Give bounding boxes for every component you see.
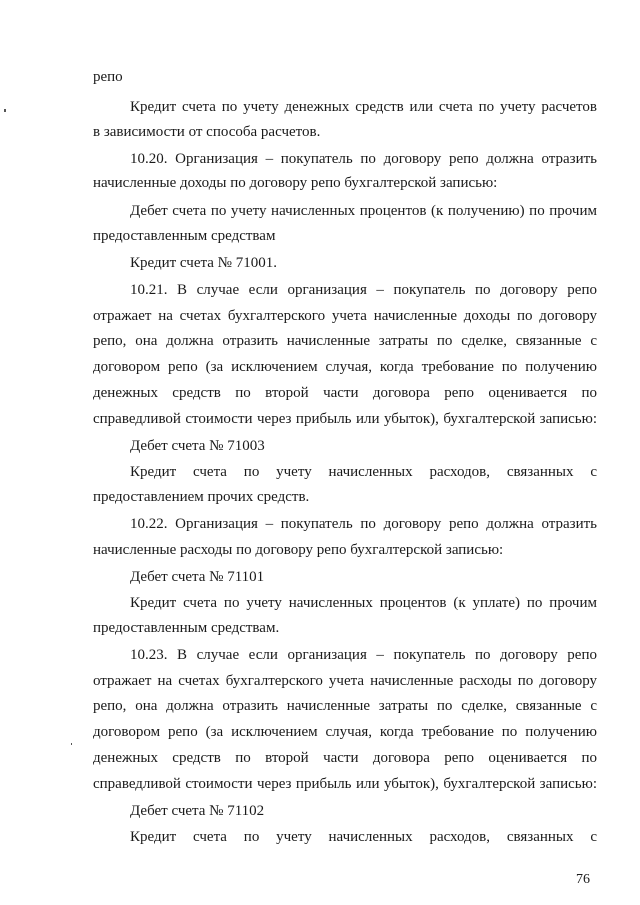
text-line: Дебет счета № 71003 <box>130 438 265 454</box>
text-line: в зависимости от способа расчетов. <box>93 124 321 140</box>
text-line: Дебет счета № 71102 <box>130 803 265 819</box>
text-line: репо, она должна отразить начисленные затраты по сделке, связанные с <box>93 333 597 349</box>
text-line: Кредит счета № 71001. <box>130 255 277 271</box>
text-line: денежных средств по второй части договора репо оценивается по <box>93 750 597 766</box>
text-line: репо <box>93 69 123 85</box>
text-line: Кредит счета по учету денежных средств или счета по учету расчетов <box>130 99 597 115</box>
text-line: 10.23. В случае если организация – покупатель по договору репо <box>130 647 597 663</box>
text-line: Дебет счета по учету начисленных процентов (к получению) по прочим <box>130 203 597 219</box>
text-line: договором репо (за исключением случая, когда требование по получению <box>93 359 597 375</box>
text-line: репо, она должна отразить начисленные затраты по сделке, связанные с <box>93 698 597 714</box>
text-line: предоставленным средствам <box>93 228 276 244</box>
text-line: договором репо (за исключением случая, когда требование по получению <box>93 724 597 740</box>
text-line: 10.21. В случае если организация – покупатель по договору репо <box>130 282 597 298</box>
text-line: справедливой стоимости через прибыль или убыток), бухгалтерской записью: <box>93 776 597 792</box>
text-line: 10.20. Организация – покупатель по договору репо должна отразить <box>130 151 597 167</box>
text-line: начисленные расходы по договору репо бухгалтерской записью: <box>93 542 504 558</box>
scan-speck <box>4 109 6 112</box>
scan-speck <box>71 743 72 745</box>
text-line: 10.22. Организация – покупатель по договору репо должна отразить <box>130 516 597 532</box>
text-line: начисленные доходы по договору репо бухгалтерской записью: <box>93 175 498 191</box>
text-line: отражает на счетах бухгалтерского учета начисленные доходы по договору <box>93 308 597 324</box>
page-number: 76 <box>576 872 590 887</box>
text-line: предоставлением прочих средств. <box>93 489 310 505</box>
text-line: Кредит счета по учету начисленных процентов (к уплате) по прочим <box>130 595 597 611</box>
text-line: Кредит счета по учету начисленных расходов, связанных с <box>130 464 597 480</box>
text-line: Кредит счета по учету начисленных расходов, связанных с <box>130 829 597 845</box>
text-line: предоставленным средствам. <box>93 620 280 636</box>
text-line: денежных средств по второй части договора репо оценивается по <box>93 385 597 401</box>
text-line: справедливой стоимости через прибыль или убыток), бухгалтерской записью: <box>93 411 597 427</box>
text-line: Дебет счета № 71101 <box>130 569 265 585</box>
text-line: отражает на счетах бухгалтерского учета начисленные расходы по договору <box>93 673 597 689</box>
